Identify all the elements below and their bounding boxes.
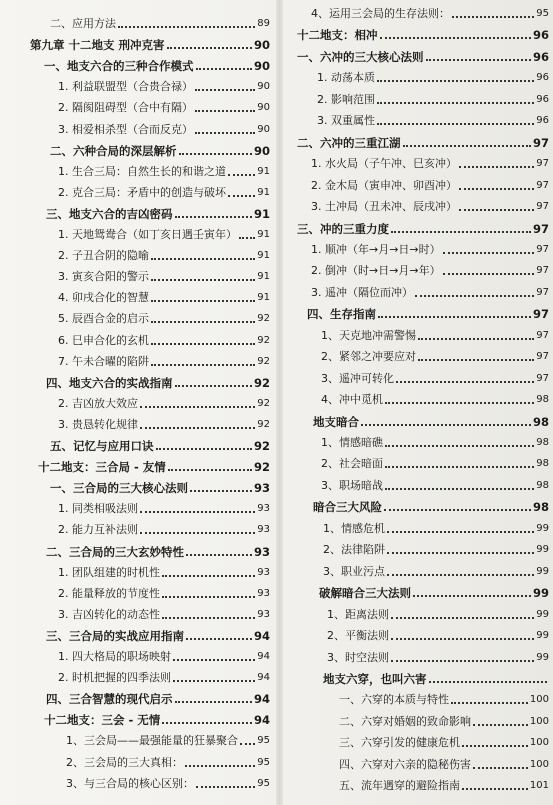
toc-entry-title: 十二地支：相冲: [297, 28, 378, 43]
dot-leader: [228, 174, 255, 176]
toc-entry[interactable]: [283, 715, 553, 729]
dot-leader: [185, 765, 255, 767]
dot-leader: [151, 364, 255, 366]
toc-entry-title: 1、三会局——最强能量的狂暴聚合: [66, 734, 238, 748]
toc-entry-title: 2. 隔阂阻碍型（合中有隔）: [58, 101, 193, 115]
toc-entry-page-number: 91: [253, 206, 270, 221]
toc-entry-title: 2. 能力互补法则: [58, 523, 138, 537]
toc-entry[interactable]: [283, 50, 553, 64]
toc-entry-title: 破解暗合三大法则: [319, 586, 411, 601]
toc-entry-title: 2. 倒冲（时→日→月→年）: [311, 264, 441, 278]
toc-entry-page-number: 97: [532, 307, 549, 322]
toc-entry[interactable]: [0, 186, 276, 200]
dot-leader: [168, 469, 252, 471]
toc-entry-page-number: 93: [253, 544, 270, 559]
toc-entry-page-number: 97: [536, 158, 549, 170]
toc-entry[interactable]: [0, 734, 276, 748]
toc-entry[interactable]: [283, 522, 553, 536]
toc-entry-title: 2、紧邻之冲要应对: [321, 350, 416, 364]
toc-entry-title: 2. 金木局（寅申冲、卯酉冲）: [311, 178, 457, 192]
book-gutter: [276, 0, 283, 805]
toc-entry-title: 十二地支：三会 - 无情: [44, 713, 161, 728]
toc-entry[interactable]: [0, 101, 276, 115]
toc-entry[interactable]: [0, 291, 276, 305]
toc-entry-title: 3. 贵恳转化规律: [58, 417, 138, 431]
dot-leader: [413, 595, 531, 597]
toc-entry[interactable]: [0, 650, 276, 664]
toc-entry-page-number: 96: [536, 115, 549, 127]
toc-entry[interactable]: [283, 222, 553, 236]
toc-entry-page-number: 98: [532, 414, 549, 429]
toc-entry-page-number: 93: [257, 503, 270, 515]
toc-entry-page-number: 100: [529, 758, 549, 770]
toc-entry-title: 五、记忆与应用口诀: [50, 439, 154, 453]
toc-entry[interactable]: [0, 481, 276, 495]
toc-entry[interactable]: [0, 59, 276, 73]
toc-entry[interactable]: [0, 545, 276, 559]
toc-entry-page-number: 90: [253, 38, 270, 53]
toc-entry-page-number: 97: [536, 372, 549, 384]
dot-leader: [140, 511, 255, 513]
toc-entry-page-number: 99: [536, 544, 549, 556]
toc-entry-title: 一、三合局的三大核心法则: [50, 481, 188, 496]
toc-entry-page-number: 97: [532, 135, 549, 150]
toc-entry-page-number: 93: [257, 566, 270, 578]
dot-leader: [403, 145, 531, 147]
toc-entry-title: 3. 土冲局（丑未冲、辰戌冲）: [311, 200, 457, 214]
toc-entry[interactable]: [283, 286, 553, 300]
toc-entry-page-number: 97: [536, 351, 549, 363]
toc-entry-title: 3. 遥冲（隔位而冲）: [311, 285, 413, 299]
toc-entry[interactable]: [0, 17, 276, 31]
toc-entry-page-number: 97: [536, 329, 549, 341]
dot-leader: [391, 638, 534, 640]
toc-entry-page-number: 93: [257, 608, 270, 620]
dot-leader: [426, 59, 531, 61]
toc-entry-page-number: 100: [529, 694, 549, 706]
dot-leader: [377, 123, 534, 125]
toc-entry-title: 3、遥冲可转化: [321, 371, 394, 385]
dot-leader: [459, 188, 534, 190]
toc-entry[interactable]: [0, 397, 276, 411]
toc-entry[interactable]: [0, 608, 276, 622]
toc-entry[interactable]: [283, 71, 553, 85]
dot-leader: [140, 406, 255, 408]
dot-leader: [173, 680, 255, 682]
toc-entry-page-number: 99: [536, 608, 549, 620]
toc-entry-page-number: 98: [536, 458, 549, 470]
toc-entry[interactable]: [283, 28, 553, 42]
dot-leader: [361, 424, 531, 426]
toc-entry-title: 2、平衡法则: [327, 629, 389, 643]
toc-entry-page-number: 99: [536, 630, 549, 642]
dot-leader: [378, 316, 531, 318]
toc-entry-page-number: 96: [532, 28, 549, 43]
toc-entry-title: 1. 顺冲（年→月→日→时）: [311, 242, 441, 256]
toc-entry[interactable]: [0, 777, 276, 791]
toc-entry-title: 1. 利益联盟型（合贵合禄）: [58, 80, 193, 94]
toc-entry-title: 三、六穿引发的健康危机: [339, 736, 460, 750]
toc-entry[interactable]: [0, 692, 276, 706]
toc-entry[interactable]: [0, 523, 276, 537]
toc-entry-title: 1. 团队组建的时机性: [58, 565, 160, 579]
toc-entry-title: 地支六穿，也叫六害: [323, 671, 427, 686]
toc-entry-title: 四、三合智慧的现代启示: [46, 692, 173, 707]
dot-leader: [385, 466, 534, 468]
dot-leader: [418, 338, 534, 340]
toc-entry-title: 一、六穿的本质与特性: [339, 693, 449, 707]
toc-entry-page-number: 99: [536, 522, 549, 534]
toc-entry[interactable]: [283, 307, 553, 321]
dot-leader: [118, 26, 255, 28]
toc-entry-page-number: 92: [257, 418, 270, 430]
toc-entry-page-number: 90: [257, 102, 270, 114]
toc-entry[interactable]: [283, 7, 553, 21]
toc-entry-page-number: 100: [529, 715, 549, 727]
toc-entry-page-number: 93: [257, 524, 270, 536]
toc-entry[interactable]: [283, 629, 553, 643]
toc-entry-title: 1. 天地鸳鸯合（如丁亥日遇壬寅年）: [58, 228, 237, 241]
toc-entry[interactable]: [283, 479, 553, 493]
dot-leader: [452, 16, 534, 18]
dot-leader: [162, 575, 255, 577]
toc-entry[interactable]: [0, 713, 276, 727]
dot-leader: [380, 37, 531, 39]
toc-entry-title: 1. 生合三局：自然生长的和谐之道: [58, 164, 226, 178]
dot-leader: [186, 554, 252, 556]
dot-leader: [385, 402, 534, 404]
toc-entry[interactable]: [283, 157, 553, 171]
dot-leader: [377, 80, 534, 82]
dot-leader: [384, 509, 531, 511]
dot-leader: [195, 132, 255, 134]
toc-entry-page-number: 91: [257, 250, 270, 262]
toc-entry[interactable]: [283, 179, 553, 193]
toc-entry[interactable]: [283, 329, 553, 343]
toc-entry-page-number: 99: [536, 565, 549, 577]
toc-entry[interactable]: [283, 372, 553, 386]
dot-leader: [462, 745, 528, 747]
toc-entry[interactable]: [0, 228, 276, 242]
dot-leader: [186, 638, 252, 640]
dot-leader: [151, 300, 255, 302]
toc-entry[interactable]: [283, 350, 553, 364]
toc-entry[interactable]: [283, 693, 553, 707]
toc-entry-title: 7. 午未合曜的陷阱: [58, 354, 149, 368]
toc-entry-title: 第九章 十二地支 刑冲克害: [30, 38, 165, 53]
toc-entry-page-number: 97: [536, 265, 549, 277]
toc-entry[interactable]: [283, 243, 553, 257]
dot-leader: [391, 617, 534, 619]
toc-entry[interactable]: [0, 80, 276, 94]
toc-entry-title: 1. 四大格局的职场映射: [58, 650, 171, 663]
dot-leader: [151, 279, 255, 281]
toc-entry-page-number: 95: [257, 735, 270, 747]
toc-entry-page-number: 94: [257, 672, 270, 684]
toc-entry-page-number: 98: [536, 437, 549, 448]
toc-entry[interactable]: [283, 565, 553, 579]
dot-leader: [239, 237, 255, 239]
dot-leader: [151, 258, 255, 260]
dot-leader: [162, 596, 255, 598]
toc-entry[interactable]: [0, 123, 276, 137]
toc-entry-page-number: 91: [257, 165, 270, 177]
toc-entry-title: 2. 能量释放的节度性: [58, 586, 160, 600]
toc-entry-title: 1. 动荡本质: [317, 71, 375, 85]
toc-entry[interactable]: [0, 671, 276, 685]
toc-entry-title: 2、法律陷阱: [323, 543, 385, 557]
toc-entry[interactable]: [0, 334, 276, 348]
toc-entry[interactable]: [283, 758, 553, 772]
dot-leader: [196, 786, 255, 788]
toc-entry-page-number: 97: [536, 286, 549, 298]
toc-entry-title: 四、六穿对六亲的隐秘伤害: [339, 757, 471, 771]
toc-entry-page-number: 92: [253, 439, 270, 453]
toc-entry-page-number: 92: [257, 334, 270, 346]
toc-entry-page-number: 91: [257, 292, 270, 304]
toc-entry-page-number: 90: [253, 59, 270, 74]
dot-leader: [443, 252, 535, 254]
toc-entry-title: 4、冲中觅机: [321, 393, 383, 407]
toc-entry-page-number: 99: [536, 651, 549, 663]
toc-entry-page-number: 92: [257, 397, 270, 409]
dot-leader: [151, 343, 255, 345]
toc-entry-title: 3. 寅亥合阳的警示: [58, 270, 149, 284]
toc-entry-title: 2、社会暗面: [321, 457, 383, 471]
toc-entry[interactable]: [0, 566, 276, 580]
toc-entry-title: 2. 影响范围: [317, 92, 375, 106]
toc-entry[interactable]: [283, 200, 553, 214]
toc-entry[interactable]: [283, 736, 553, 750]
toc-entry[interactable]: [0, 144, 276, 158]
toc-entry-page-number: 89: [257, 18, 270, 29]
toc-entry-title: 五、流年遇穿的避险指南: [339, 779, 460, 793]
dot-leader: [156, 448, 252, 450]
dot-leader: [473, 767, 528, 769]
toc-entry-title: 二、六冲的三重江湖: [297, 135, 401, 150]
toc-entry-title: 2、三会局的三大真相：: [66, 755, 183, 769]
toc-entry-page-number: 92: [257, 313, 270, 325]
toc-entry-title: 十二地支：三合局 - 友情: [38, 460, 166, 475]
dot-leader: [179, 153, 252, 155]
dot-leader: [175, 385, 252, 387]
toc-entry[interactable]: [283, 393, 553, 407]
toc-entry[interactable]: [0, 756, 276, 770]
toc-entry-page-number: 96: [532, 49, 549, 64]
toc-entry[interactable]: [283, 264, 553, 278]
dot-leader: [140, 427, 255, 429]
toc-entry-page-number: 95: [257, 756, 270, 768]
toc-entry-page-number: 99: [532, 586, 549, 601]
toc-entry-title: 6. 巳申合化的玄机: [58, 333, 149, 347]
toc-entry[interactable]: [0, 312, 276, 326]
toc-entry[interactable]: [0, 439, 276, 453]
dot-leader: [387, 552, 534, 554]
toc-entry-page-number: 90: [257, 123, 270, 135]
toc-entry-title: 暗合三大风险: [313, 500, 382, 515]
toc-entry[interactable]: [283, 436, 553, 450]
toc-entry-page-number: 94: [253, 692, 270, 707]
toc-entry-title: 一、六冲的三大核心法则: [297, 49, 424, 64]
toc-entry[interactable]: [283, 651, 553, 665]
toc-entry-title: 3、与三合局的核心区别：: [66, 776, 194, 790]
dot-leader: [429, 681, 548, 683]
toc-entry[interactable]: [283, 114, 553, 128]
toc-entry[interactable]: [283, 586, 553, 600]
toc-entry-title: 2. 子丑合阴的隐喻: [58, 249, 149, 263]
dot-leader: [140, 532, 255, 534]
toc-entry-title: 3. 相爱相杀型（合而反克）: [58, 122, 193, 136]
toc-entry-page-number: 94: [257, 651, 270, 662]
toc-entry[interactable]: [0, 249, 276, 263]
toc-entry-title: 2. 时机把握的四季法则: [58, 671, 171, 685]
dot-leader: [462, 788, 528, 790]
dot-leader: [391, 231, 531, 233]
dot-leader: [387, 531, 534, 533]
toc-entry-page-number: 91: [257, 186, 270, 198]
dot-leader: [162, 617, 255, 619]
dot-leader: [240, 743, 255, 745]
dot-leader: [175, 701, 252, 703]
toc-entry-title: 3. 吉凶转化的动态性: [58, 607, 160, 621]
toc-entry[interactable]: [0, 207, 276, 221]
toc-entry[interactable]: [0, 165, 276, 179]
toc-entry-title: 1、天克地冲需警惕: [321, 328, 416, 342]
toc-entry-title: 四、地支六合的实战指南: [46, 375, 173, 390]
toc-entry[interactable]: [283, 93, 553, 107]
dot-leader: [415, 295, 534, 297]
toc-entry-page-number: 92: [253, 375, 270, 390]
toc-entry-page-number: 101: [529, 780, 549, 792]
toc-entry-title: 一、地支六合的三种合作模式: [44, 59, 194, 74]
toc-entry-title: 1. 水火局（子午冲、巳亥冲）: [311, 157, 457, 171]
toc-entry[interactable]: [283, 543, 553, 557]
toc-entry[interactable]: [0, 629, 276, 643]
toc-entry-title: 3. 双重属性: [317, 114, 375, 128]
toc-entry-page-number: 100: [529, 737, 549, 749]
toc-entry-title: 1、情感危机: [323, 521, 385, 535]
toc-entry-title: 2. 克合三局：矛盾中的创造与破坏: [58, 185, 226, 199]
toc-entry[interactable]: [283, 608, 553, 622]
dot-leader: [167, 47, 252, 49]
dot-leader: [418, 359, 534, 361]
toc-entry[interactable]: [0, 355, 276, 369]
dot-leader: [173, 659, 255, 661]
toc-entry-page-number: 97: [532, 221, 549, 236]
dot-leader: [459, 209, 534, 211]
toc-entry-page-number: 96: [536, 93, 549, 105]
toc-entry[interactable]: [283, 457, 553, 471]
toc-entry-title: 1、情感暗礁: [321, 436, 383, 449]
toc-entry[interactable]: [283, 779, 553, 793]
toc-entry-page-number: 97: [536, 201, 549, 213]
toc-entry-page-number: 98: [536, 394, 549, 406]
toc-entry-title: 二、六种合局的深层解析: [50, 143, 177, 158]
toc-entry[interactable]: [0, 376, 276, 390]
toc-entry-page-number: 90: [253, 143, 270, 158]
toc-entry-title: 5. 辰酉合金的启示: [58, 312, 149, 326]
toc-entry[interactable]: [283, 136, 553, 150]
toc-entry-title: 二、应用方法: [50, 17, 116, 30]
toc-entry-page-number: 90: [257, 81, 270, 93]
toc-entry-page-number: 98: [532, 500, 549, 515]
toc-entry-page-number: 94: [253, 628, 270, 643]
dot-leader: [459, 166, 534, 168]
toc-entry-page-number: 92: [257, 355, 270, 367]
dot-leader: [195, 89, 255, 91]
toc-entry-title: 3、时空法则: [327, 650, 389, 664]
toc-entry-title: 二、六穿对婚姻的致命影响: [339, 714, 471, 728]
toc-entry-page-number: 94: [253, 713, 270, 728]
toc-entry-title: 4. 卯戌合化的智慧: [58, 291, 149, 305]
dot-leader: [228, 195, 255, 197]
toc-entry-title: 二、三合局的三大玄妙特性: [46, 544, 184, 559]
dot-leader: [451, 702, 528, 704]
dot-leader: [385, 445, 534, 447]
toc-entry-title: 三、三合局的实战应用指南: [46, 628, 184, 643]
toc-entry-page-number: 93: [253, 481, 270, 496]
toc-entry[interactable]: [0, 460, 276, 474]
dot-leader: [195, 110, 255, 112]
toc-entry-title: 地支暗合: [313, 414, 359, 429]
dot-leader: [190, 490, 252, 492]
toc-entry-title: 4、运用三会局的生存法则：: [311, 7, 450, 20]
toc-entry-page-number: 92: [253, 460, 270, 475]
toc-entry-title: 3、职业污点: [323, 564, 385, 578]
toc-entry-title: 3、职场暗战: [321, 478, 383, 492]
toc-entry-page-number: 98: [536, 479, 549, 491]
dot-leader: [175, 216, 252, 218]
toc-entry-title: 三、冲的三重力度: [297, 221, 389, 236]
toc-entry[interactable]: [0, 502, 276, 516]
toc-entry[interactable]: [0, 587, 276, 601]
dot-leader: [387, 574, 534, 576]
toc-entry[interactable]: [283, 500, 553, 514]
toc-entry-page-number: 91: [257, 271, 270, 283]
toc-entry-page-number: 95: [257, 777, 270, 789]
toc-entry-page-number: 95: [536, 8, 549, 19]
dot-leader: [473, 724, 528, 726]
toc-entry-page-number: 96: [536, 72, 549, 84]
dot-leader: [196, 68, 252, 70]
dot-leader: [151, 321, 255, 323]
dot-leader: [396, 381, 534, 383]
toc-entry-page-number: 93: [257, 587, 270, 599]
toc-entry[interactable]: [283, 415, 553, 429]
toc-entry-title: 1. 同类相吸法则: [58, 502, 138, 516]
toc-entry-page-number: 97: [536, 243, 549, 255]
toc-entry[interactable]: [283, 672, 553, 686]
toc-entry[interactable]: [0, 418, 276, 432]
dot-leader: [391, 660, 534, 662]
toc-entry-title: 四、生存指南: [307, 307, 376, 322]
toc-entry-page-number: 91: [257, 229, 270, 240]
dot-leader: [162, 722, 252, 724]
dot-leader: [443, 273, 535, 275]
toc-entry[interactable]: [0, 270, 276, 284]
dot-leader: [377, 102, 534, 104]
toc-entry-page-number: 97: [536, 179, 549, 191]
toc-entry-title: 1、距离法则: [327, 607, 389, 621]
toc-entry[interactable]: [0, 38, 276, 52]
toc-entry-title: 2. 吉凶放大效应: [58, 396, 138, 410]
toc-entry-title: 三、地支六合的吉凶密码: [46, 206, 173, 221]
dot-leader: [385, 488, 534, 490]
